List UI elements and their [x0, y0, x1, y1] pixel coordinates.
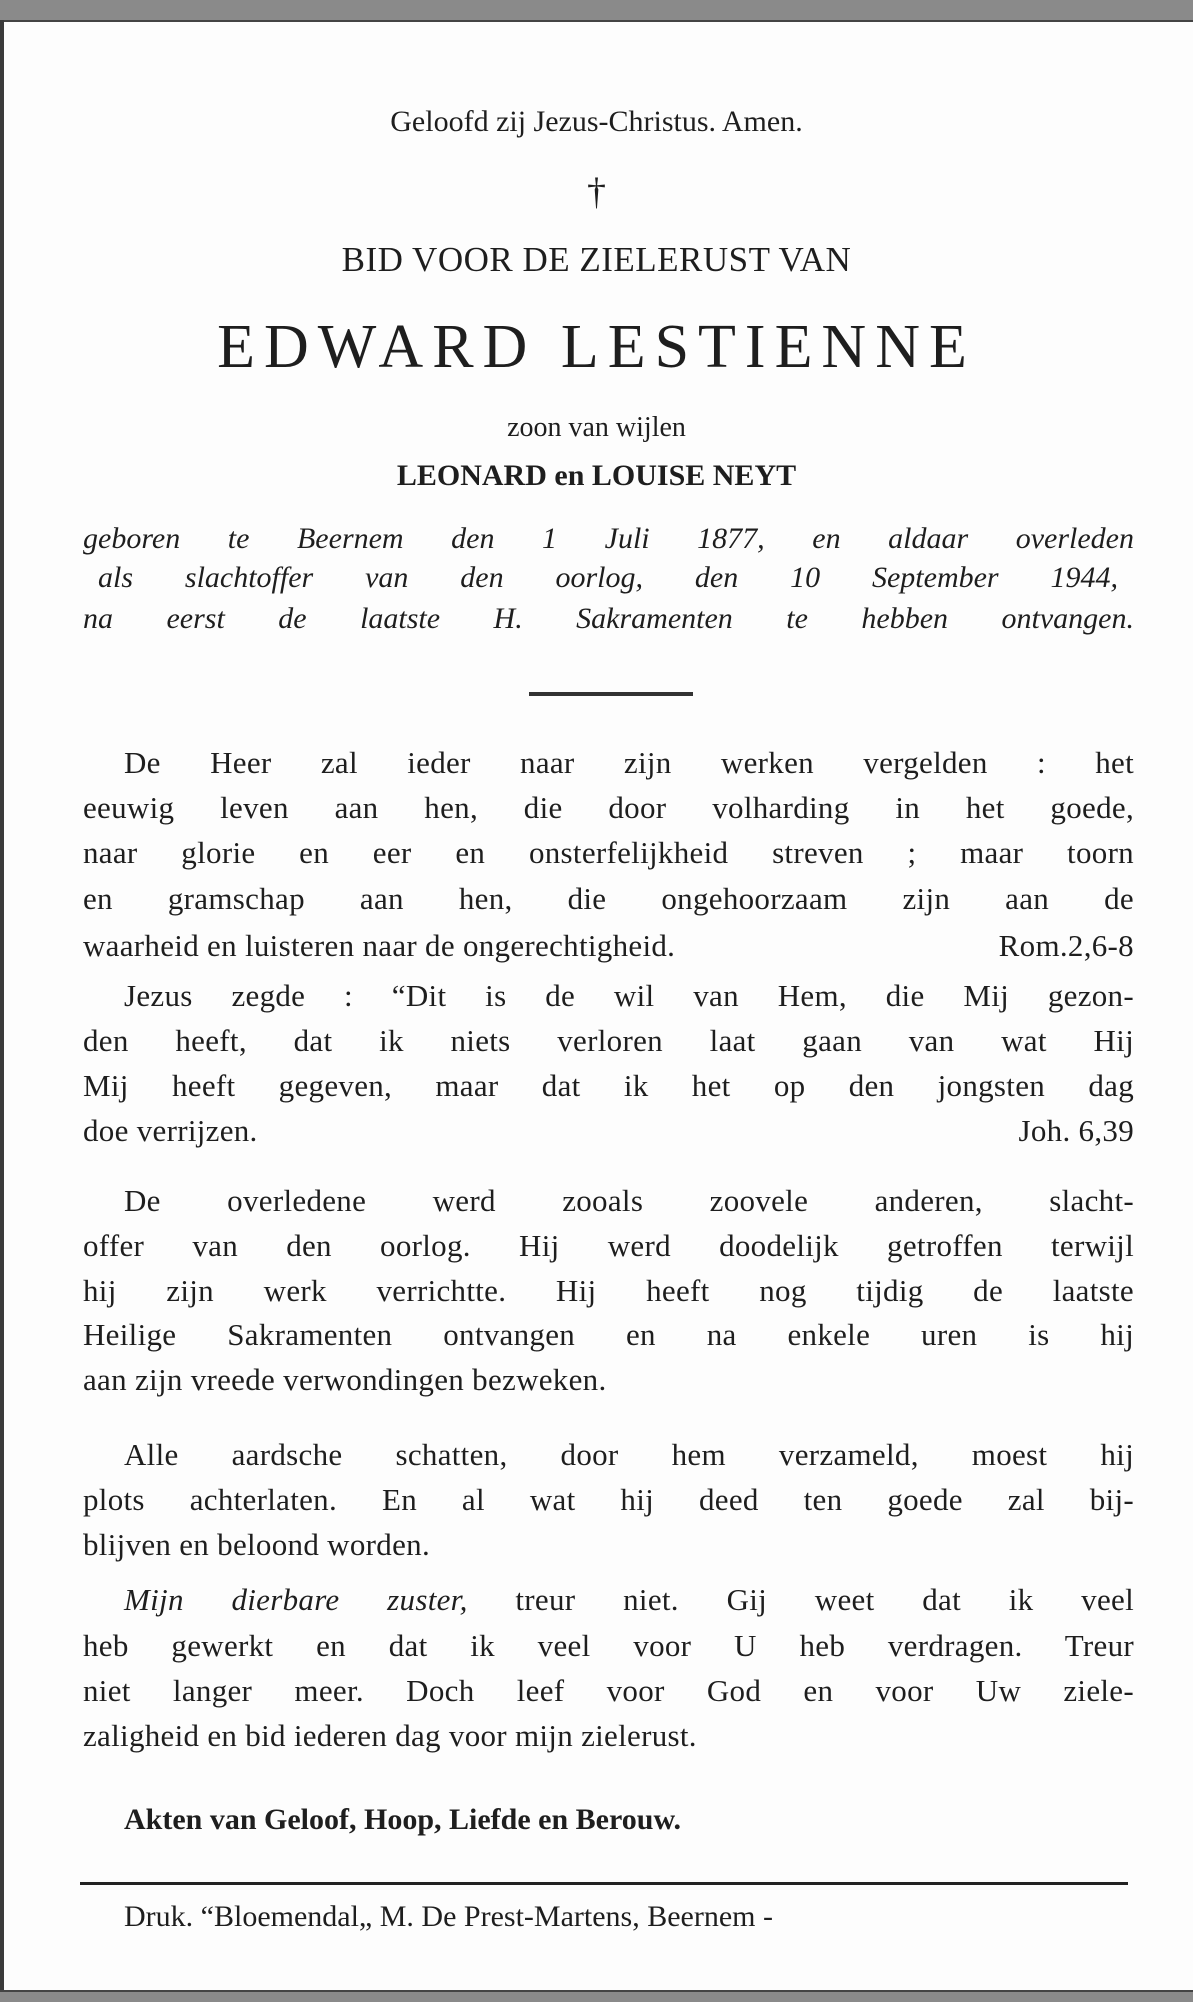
scan-top-edge — [0, 0, 1193, 22]
text-line: niet langer meer. Doch leef voor God en voor Uw ziele- — [83, 1673, 1134, 1708]
text-line: zaligheid en bid iederen dag voor mijn zielerust. — [83, 1718, 697, 1753]
invocation: Geloofd zij Jezus-Christus. Amen. — [390, 105, 803, 138]
prayer-request-heading: BID VOOR DE ZIELERUST VAN — [341, 240, 852, 279]
text-line: naar glorie en eer en onsterfelijkheid streven ; maar toorn — [83, 835, 1134, 870]
scan-bottom-edge — [0, 1990, 1193, 2002]
scripture-reference: Joh. 6,39 — [1018, 1113, 1134, 1148]
text-line: den heeft, dat ik niets verloren laat gaan van wat Hij — [83, 1023, 1134, 1058]
deceased-name: EDWARD LESTIENNE — [217, 313, 976, 381]
text-line: hij zijn werk verrichtte. Hij heeft nog tijdig de laatste — [83, 1273, 1134, 1308]
text-line — [124, 1582, 1134, 1618]
text-line: eeuwig leven aan hen, die door volharding in het goede, — [83, 790, 1134, 825]
text-segment: treur niet. Gij weet dat ik veel — [515, 1582, 1134, 1617]
parents-names: LEONARD en LOUISE NEYT — [396, 459, 797, 492]
printer-credit: Druk. “Bloemendal„ M. De Prest-Martens, Beernem - — [124, 1900, 773, 1933]
biography-line: geboren te Beernem den 1 Juli 1877, en aldaar overleden — [83, 522, 1134, 555]
text-line: offer van den oorlog. Hij werd doodelijk getroffen terwijl — [83, 1228, 1134, 1263]
cross-icon: † — [587, 171, 606, 213]
section-divider — [529, 692, 693, 696]
biography-line: na eerst de laatste H. Sakramenten te hebben ontvangen. — [83, 602, 1134, 635]
scripture-reference: Rom.2,6-8 — [998, 928, 1134, 963]
text-line: De overledene werd zooals zoovele anderen, slacht- — [124, 1183, 1134, 1218]
closing-acts: Akten van Geloof, Hoop, Liefde en Berouw. — [124, 1803, 681, 1836]
text-line: heb gewerkt en dat ik veel voor U heb verdragen. Treur — [83, 1628, 1134, 1663]
text-line: en gramschap aan hen, die ongehoorzaam zijn aan de — [83, 881, 1134, 916]
text-line: Alle aardsche schatten, door hem verzameld, moest hij — [124, 1437, 1134, 1472]
text-line: aan zijn vreede verwondingen bezweken. — [83, 1362, 607, 1397]
biography-line: als slachtoffer van den oorlog, den 10 September 1944, — [98, 561, 1118, 594]
footer-divider — [80, 1882, 1128, 1885]
text-line: plots achterlaten. En al wat hij deed ten goede zal bij- — [83, 1482, 1134, 1517]
italic-address: Mijn dierbare zuster, — [124, 1582, 468, 1617]
text-line: waarheid en luisteren naar de ongerechtigheid. — [83, 928, 676, 963]
text-line: Mij heeft gegeven, maar dat ik het op den jongsten dag — [83, 1068, 1134, 1103]
text-line: Heilige Sakramenten ontvangen en na enkele uren is hij — [83, 1317, 1134, 1352]
relation-text: zoon van wijlen — [507, 412, 686, 443]
text-line: blijven en beloond worden. — [83, 1527, 430, 1562]
text-line: Jezus zegde : “Dit is de wil van Hem, die Mij gezon- — [124, 978, 1134, 1013]
text-line: doe verrijzen. — [83, 1113, 258, 1148]
text-line: De Heer zal ieder naar zijn werken vergelden : het — [124, 745, 1134, 780]
